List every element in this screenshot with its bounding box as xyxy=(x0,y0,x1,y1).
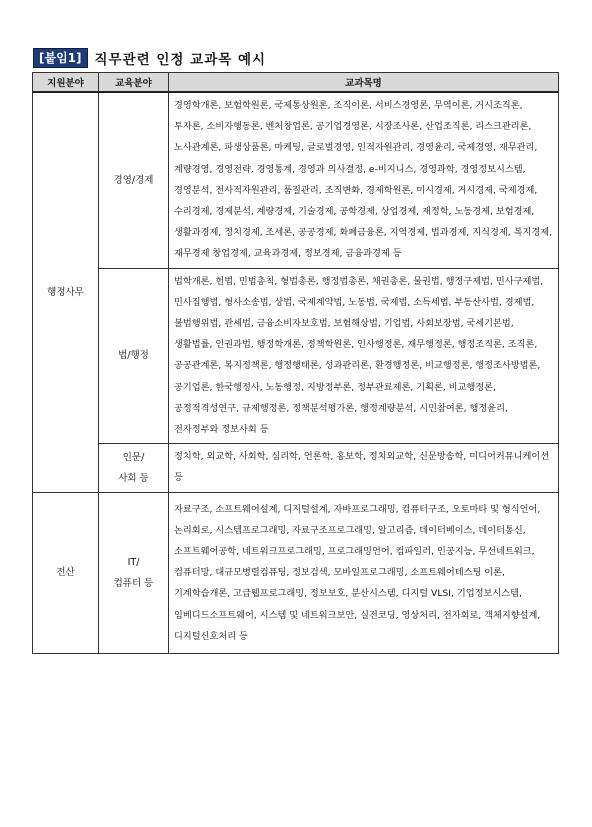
table-row xyxy=(33,92,559,268)
column-header-courses: 교과목명 xyxy=(169,73,559,93)
area-cell-admin: 행정사무 xyxy=(33,92,99,492)
courses-cell-humanities-social: 정치학, 외교학, 사회학, 심리학, 언론학, 홍보학, 정치외교학, 신문방송학, 미디어커뮤니케이션 등 xyxy=(169,444,559,492)
courses-cell-business-economics: 경영학개론, 보험학원론, 국제통상원론, 조직이론, 서비스경영론, 무역이론, 거시조직론, 투자론, 소비자행동론, 벤처창업론, 공기업경영론, 시장조사론, 산업조직론, 리스크관리론, 노사관계론, 파생상품론, 마케팅, 글로벌경영, 인적자원관리, 경영윤리, 국제경영, 재무관리, 계량경영, 경영전략, 경영통계, 경영과 의사결정, e-비지니스, 경영과학, 경영정보시스템, 경영분석, 전사적자원관리, 품질관리, 조직변화, 경제학원론, 미시경제, 거시경제, 국제경제, 수리경제, 경제분석, 계량경제, 기술경제, 공학경제, 상업경제, 재정학, 노동경제, 보험경제, 생활과경제, 정치경제, 조세론, 공공경제, 화폐금융론, 지역경제, 법과경제, 지식경제, 복지경제, 재무경제 창업경제, 교육과경제, 정보경제, 금융과경제 등 xyxy=(169,92,559,268)
column-header-area: 지원분야 xyxy=(33,73,99,93)
area-cell-computing: 전산 xyxy=(33,492,99,653)
table-header-row xyxy=(33,73,559,93)
courses-cell-law-admin: 법학개론, 헌법, 민법총칙, 형법총론, 행정법총론, 채권총론, 물권법, 행정구제법, 민사구제법, 민사집행법, 형사소송법, 상법, 국제계약법, 노동법, 국제법, 소득세법, 부동산사법, 경제법, 불법행위법, 관세법, 금융소비자보호법, 보험해상법, 기업법, 사회보장법, 국세기본법, 생활법률, 인권과법, 행정학개론, 정책학원론, 인사행정론, 재무행정론, 행정조직론, 조직론, 공공관계론, 복지정책론, 행정행태론, 성과관리론, 환경행정론, 비교행정론, 행정조사방법론, 공기업론, 한국행정사, 노동행정, 지방정부론, 정부관료제론, 기획론, 비교행정론, 공정적격성연구, 규제행정론, 정책분석평가론, 행정계량분석, 시민참여론, 행정윤리, 전자정부와 정보사회 등 xyxy=(169,268,559,444)
courses-cell-it-computer: 자료구조, 소프트웨어설계, 디지털설계, 자바프로그래밍, 컴퓨터구조, 오토마타 및 형식언어, 논리회로, 시스템프로그래밍, 자료구조프로그래밍, 알고리즘, 데이터베이스, 데이터통신, 소프트웨어공학, 네트워크프로그래밍, 프로그래밍언어, 컴파일러, 인공지능, 무선네트워크, 컴퓨터망, 대규모병렬컴퓨팅, 정보검색, 모바일프로그래밍, 소프트웨어테스팅 이론, 기계학습개론, 고급웹프로그래밍, 정보보호, 분산시스템, 디지털 VLSI, 기업정보시스템, 임베디드소프트웨어, 시스템 및 네트워크보안, 실전코딩, 영상처리, 전자회로, 객체지향설계, 디지털신호처리 등 xyxy=(169,492,559,653)
field-cell-humanities-social: 인문/ 사회 등 xyxy=(99,444,169,492)
column-header-field: 교육분야 xyxy=(99,73,169,93)
page-title: 직무관련 인정 교과목 예시 xyxy=(94,52,267,68)
document-heading xyxy=(33,48,266,68)
field-cell-law-admin: 법/행정 xyxy=(99,268,169,444)
table-row xyxy=(33,268,559,444)
table-row xyxy=(33,444,559,492)
table-row xyxy=(33,492,559,653)
course-table xyxy=(32,72,559,654)
field-cell-business-economics: 경영/경제 xyxy=(99,92,169,268)
attachment-badge: [붙임1] xyxy=(33,48,88,68)
field-cell-it-computer: IT/ 컴퓨터 등 xyxy=(99,492,169,653)
